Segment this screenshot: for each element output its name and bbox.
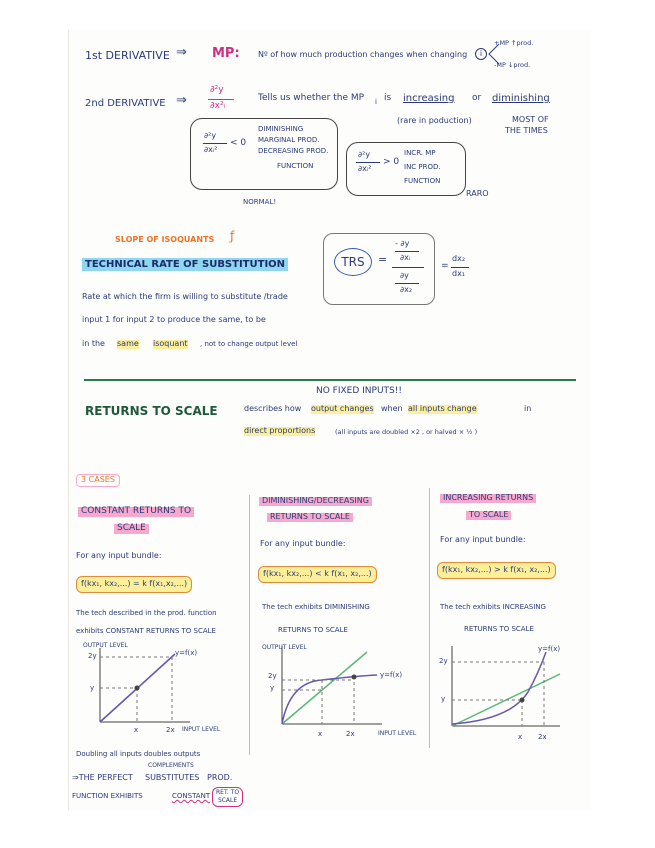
dim-line-1: DIMINISHING [258,125,304,133]
case2-ylabel: OUTPUT LEVEL [262,644,307,651]
trs-desc-3a: in the [82,339,105,348]
cases-badge: 3 CASES [76,474,120,487]
isoquant-word: isoquant [153,339,188,348]
case2-2x: 2x [346,730,355,738]
perfect-word: ⇒THE PERFECT [72,773,133,782]
case1-y: y [90,684,95,692]
second-frac-num: ∂²y [210,85,224,95]
dim-frac-num: ∂²y [204,131,217,140]
rare-note: (rare in poduction) [397,116,472,125]
case1-2y: 2y [88,652,97,660]
arrow-1: ⇒ [176,45,187,60]
case2-2y: 2y [268,672,277,680]
slope-glyph: ƒ [230,229,235,243]
case3-formula: f(kx₁, kx₂,...) > k f(x₁, x₂,...) [437,562,556,579]
trs-box [323,233,435,305]
increasing-word: increasing [403,93,455,104]
returns-paren: (all inputs are doubled ×2 , or halved × ½ ) [335,428,478,436]
raro-note: RARO [466,189,489,198]
branch-bracket [487,42,501,66]
scale-word: SCALE [217,797,238,804]
case2-xlabel: INPUT LEVEL [378,730,417,737]
normal-note: NORMAL! [243,198,277,206]
mp-label: MP: [212,46,240,61]
the-times: THE TIMES [505,126,548,135]
same-word: same [117,339,139,348]
case2-curve [282,675,377,724]
arrow-2: ⇒ [176,93,187,108]
case2-formula: f(kx₁, kx₂,...) < k f(x₁, x₂,...) [258,566,377,583]
case2-axes [282,646,382,724]
case2-tech-1: The tech exhibits DIMINISHING [262,603,370,611]
no-fixed-inputs: NO FIXED INPUTS!! [316,386,402,396]
is-word: is [384,93,392,103]
trs-frac-top-den: ∂xᵢ [400,253,411,262]
prod-word: PROD. [207,773,233,782]
returns-title: RETURNS TO SCALE [85,404,218,418]
or-word: or [472,93,482,103]
case3-y: y [441,695,446,703]
second-derivative-label: 2nd DERIVATIVE [85,98,166,109]
mp-positive: +MP ↑prod. [494,39,534,47]
ret-to-scale-badge [212,787,243,807]
mp-subscript: i [375,98,377,106]
most-of: MOST OF [512,115,549,124]
frac-bar [203,143,227,144]
slope-title: SLOPE OF ISOQUANTS [115,235,215,244]
ret-to-word: RET. TO [216,789,240,796]
case1-tech-1: The tech described in the prod. function [76,609,217,617]
case1-point [135,686,140,691]
dim-line-4: FUNCTION [277,162,314,170]
case1-curve-label: y=f(x) [175,649,198,657]
substitutes-word: SUBSTITUTES [145,773,200,782]
case2-point [352,675,357,680]
all-inputs-change: all inputs change [408,404,477,413]
case1-x: x [134,726,139,734]
direct-proportions: direct proportions [244,426,316,435]
case2-x: x [318,730,323,738]
col-divider-1 [249,495,250,755]
case3-tech-1: The tech exhibits INCREASING [440,603,546,611]
inc-op: > 0 [383,157,400,167]
trs-title: TECHNICAL RATE OF SUBSTITUTION [82,258,288,271]
case3-title-1: INCREASING RETURNS [440,494,536,503]
case2-for-any: For any input bundle: [260,539,346,548]
case3-point [520,698,525,703]
doubling-note: Doubling all inputs doubles outputs [76,750,201,758]
trs-circle: TRS [334,248,372,276]
case3-2y: 2y [439,657,448,665]
case3-title-2: TO SCALE [466,511,511,520]
case2-graph [262,642,412,742]
inc-line-1: INCR. MP [404,149,436,157]
input-i-circle: i [475,48,487,60]
case1-2x: 2x [166,726,175,734]
complements-word: COMPLEMENTS [148,762,194,769]
dim-op: < 0 [230,138,247,148]
case2-title-1: DIMINISHING/DECREASING [259,497,372,506]
dx-den: dx₁ [452,269,466,278]
frac-bar [451,267,469,268]
frac-main-bar [392,267,424,268]
case1-ylabel: OUTPUT LEVEL [83,642,128,649]
inc-line-3: FUNCTION [404,177,441,185]
frac-bar [356,162,380,163]
trs-eq2: = [441,261,449,271]
case3-curve-label: y=f(x) [538,645,561,653]
diminishing-word: diminishing [492,93,550,104]
trs-frac-bot-den: ∂x₂ [400,285,413,294]
returns-desc-1b: when [381,404,403,413]
case1-axes [100,648,190,722]
case1-xlabel: INPUT LEVEL [182,726,221,733]
dim-frac-den: ∂xᵢ² [204,145,218,154]
trs-desc-3b: , not to change output level [200,340,298,348]
inc-line-2: INC PROD. [404,163,441,171]
dim-line-3: DECREASING PROD. [258,147,329,155]
case1-formula: f(kx₁, kx₂,...) = k f(x₁,x₂,...) [76,576,192,593]
case3-tech-2: RETURNS TO SCALE [464,625,534,633]
case1-title-2: SCALE [114,524,149,534]
frac-bar [208,99,234,100]
second-desc: Tells us whether the MP [258,93,365,103]
case2-tech-2: RETURNS TO SCALE [278,626,348,634]
trs-eq: = [378,253,388,266]
constant-word: CONSTANT [172,792,211,800]
function-exhibits: FUNCTION EXHIBITS [72,792,143,800]
trs-frac-bot-num: ∂y [400,271,409,280]
first-derivative-desc: Nº of how much production changes when changing [258,50,468,59]
mp-negative: -MP ↓prod. [494,61,531,69]
case3-2x: 2x [538,733,547,741]
case2-y: y [270,684,275,692]
case1-tech-2: exhibits CONSTANT RETURNS TO SCALE [76,627,216,635]
inc-frac-den: ∂xᵢ² [358,164,372,173]
case2-title-2: RETURNS TO SCALE [267,513,353,522]
col-divider-2 [429,488,430,748]
case1-title-1: CONSTANT RETURNS TO [78,507,194,517]
returns-desc-1a: describes how [244,404,302,413]
trs-frac-top-num: - ∂y [395,239,410,248]
trs-desc-1: Rate at which the firm is willing to substitute /trade [82,292,288,301]
case2-curve-label: y=f(x) [380,671,403,679]
inc-frac-num: ∂²y [358,150,371,159]
first-derivative-label: 1st DERIVATIVE [85,49,170,62]
dx-num: dx₂ [452,254,466,263]
case3-for-any: For any input bundle: [440,535,526,544]
case1-graph [80,640,230,740]
section-divider [84,379,576,381]
dim-line-2: MARGINAL PROD. [258,136,320,144]
second-frac-den: ∂x²ᵢ [210,101,226,111]
frac-bar [395,251,419,252]
case1-for-any: For any input bundle: [76,551,162,560]
case3-x: x [518,733,523,741]
output-changes: output changes [311,404,374,413]
case3-graph [440,640,570,740]
frac-bar [395,283,419,284]
trs-desc-2: input 1 for input 2 to produce the same, to be [82,315,266,324]
returns-desc-1c: in [524,404,532,413]
